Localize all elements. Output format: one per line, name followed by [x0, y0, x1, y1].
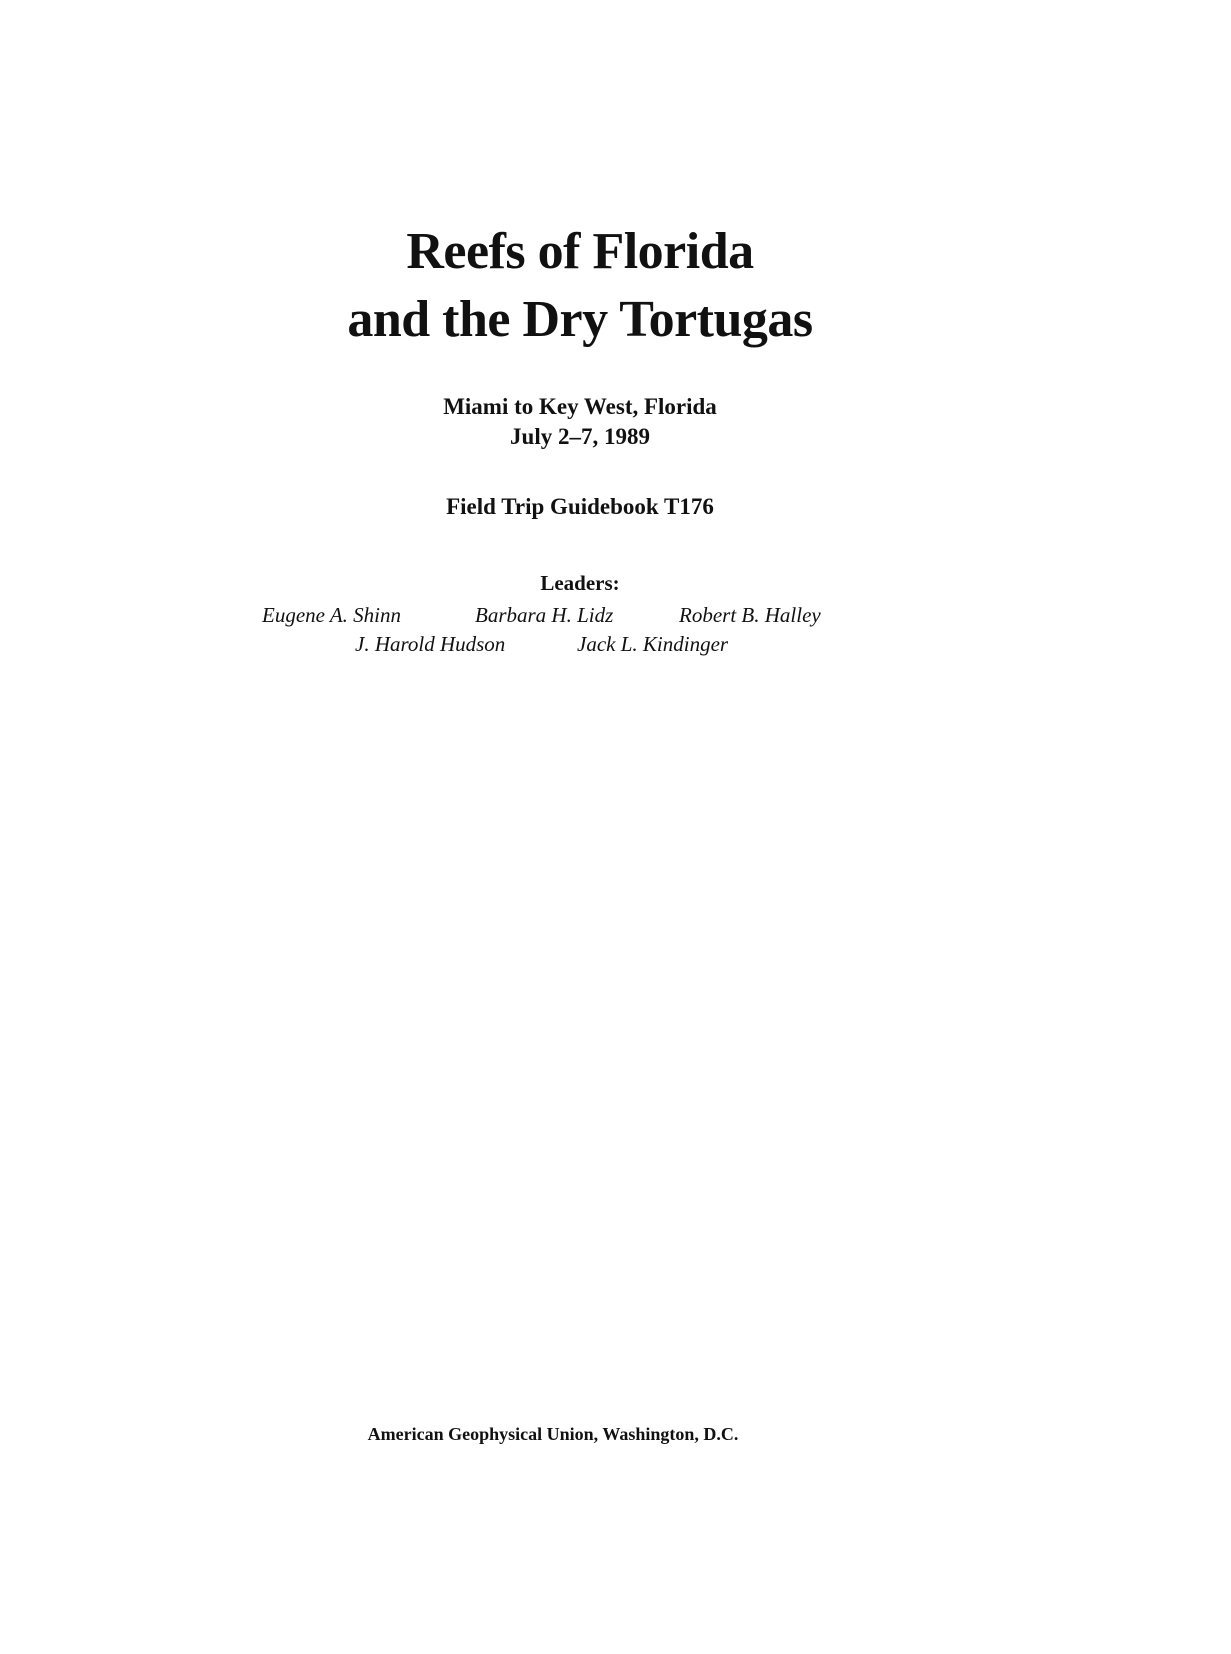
- trip-details: [0, 392, 1160, 452]
- publisher-imprint: American Geophysical Union, Washington, D.C.: [367, 1424, 739, 1444]
- leader-name: J. Harold Hudson: [355, 632, 506, 656]
- leader-name: Eugene A. Shinn: [262, 603, 402, 627]
- title-line-2: and the Dry Tortugas: [347, 291, 813, 348]
- guidebook-number: Field Trip Guidebook T176: [446, 494, 714, 519]
- leader-name: Jack L. Kindinger: [577, 632, 729, 656]
- page-title: [0, 218, 1160, 354]
- trip-location: Miami to Key West, Florida: [443, 394, 717, 419]
- leader-name: Robert B. Halley: [679, 603, 821, 627]
- leader-name: Barbara H. Lidz: [475, 603, 614, 627]
- leaders-heading: Leaders:: [540, 571, 620, 595]
- trip-dates: July 2–7, 1989: [510, 424, 650, 449]
- title-line-1: Reefs of Florida: [406, 223, 754, 280]
